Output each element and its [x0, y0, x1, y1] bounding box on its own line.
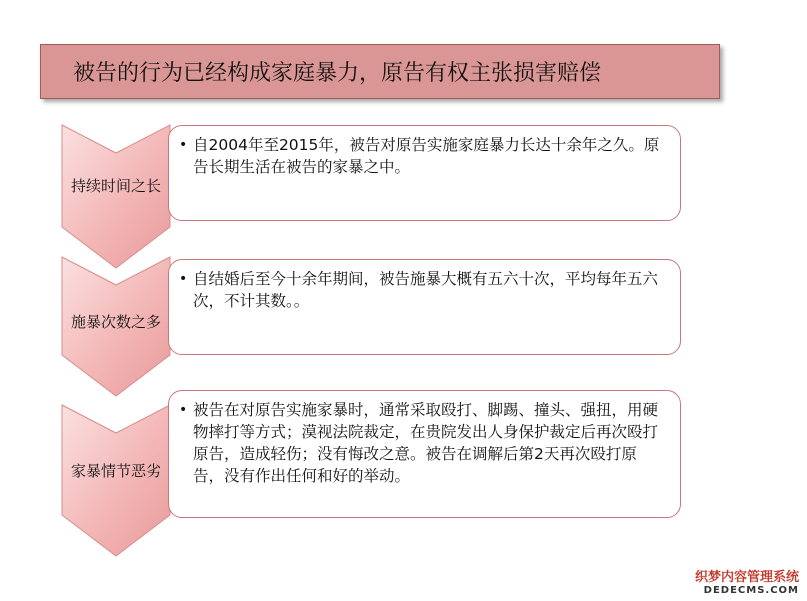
- content-box-2: [168, 259, 681, 355]
- watermark-line-1: 织梦内容管理系统: [694, 570, 799, 585]
- bullet-text-3: 被告在对原告实施家暴时，通常采取殴打、脚踢、撞头、强扭，用硬物摔打等方式；漠视法院裁定，在贵院发出人身保护裁定后再次殴打原告，造成轻伤；没有悔改之意。被告在调解后第2天再次殴打原告，没有作出任何和好的举动。: [193, 401, 659, 485]
- bullet-icon: •: [179, 137, 188, 153]
- bullet-text-1: 自2004年至2015年，被告对原告实施家庭暴力长达十余年之久。原告长期生活在被告的家暴之中。: [193, 136, 660, 176]
- watermark: [695, 570, 799, 597]
- chevron-label-2: 施暴次数之多: [70, 313, 161, 331]
- watermark-line-2: DEDECMS.COM: [703, 585, 799, 596]
- bullet-item-1: [179, 134, 666, 178]
- bullet-icon: •: [179, 271, 188, 287]
- bullet-item-2: [179, 268, 666, 312]
- content-box-3: [168, 390, 681, 518]
- bullet-icon: •: [179, 402, 188, 418]
- bullet-text-2: 自结婚后至今十余年期间，被告施暴大概有五六十次，平均每年五六次，不计其数。。: [193, 270, 659, 310]
- chevron-label-1: 持续时间之长: [70, 177, 161, 195]
- chevron-label-3: 家暴情节恶劣: [70, 462, 161, 480]
- content-box-1: [168, 125, 681, 221]
- slide-title-text: 被告的行为已经构成家庭暴力，原告有权主张损害赔偿: [73, 61, 602, 86]
- bullet-item-3: [179, 399, 666, 487]
